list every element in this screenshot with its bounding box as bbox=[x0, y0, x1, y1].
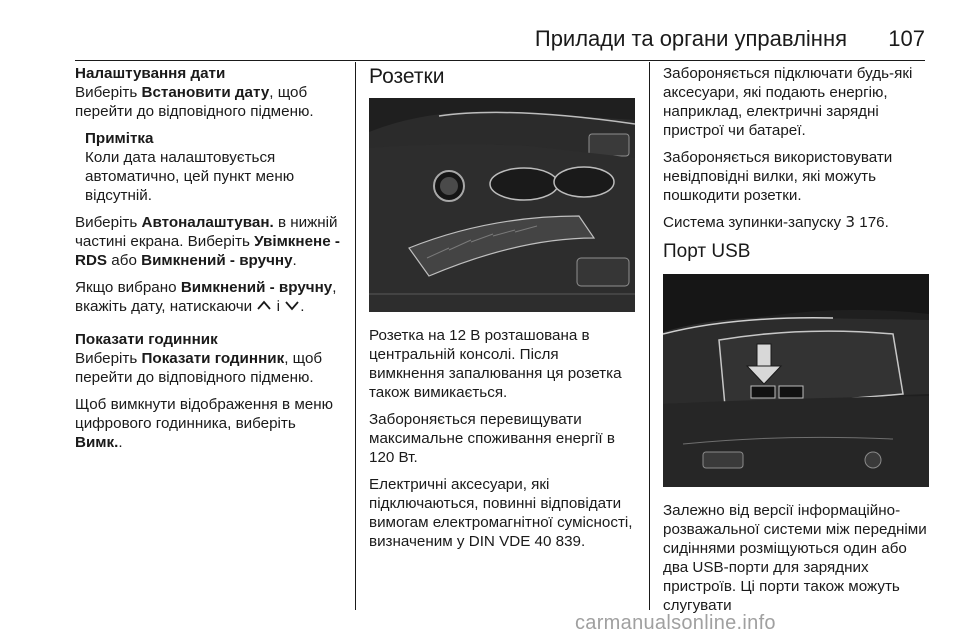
page-header bbox=[75, 26, 925, 58]
menu-term-on-rds: Увімкнене - RDS bbox=[75, 233, 340, 269]
chevron-down-icon bbox=[284, 300, 300, 311]
usb-port-section-title: Порт USB bbox=[663, 241, 751, 262]
note-box bbox=[85, 129, 343, 205]
menu-term-auto-setting: Автоналаштуван. bbox=[141, 214, 274, 231]
paragraph-socket-power: Забороняється перевищувати максимальне споживання енергії в 120 Вт. bbox=[369, 411, 615, 466]
page-reference-number: 176. bbox=[859, 214, 889, 231]
note-title: Примітка bbox=[85, 130, 154, 147]
paragraph-no-unsuitable-plugs: Забороняється використовувати невідповідні вилки, які можуть пошкодити розетки. bbox=[663, 149, 893, 204]
paragraph-auto-setting: Виберіть Автоналаштуван. в нижній частині екрана. Виберіть Увімкнене - RDS або Вимкнений - вручну. bbox=[75, 214, 340, 269]
header-divider bbox=[75, 60, 925, 61]
paragraph-socket-location: Розетка на 12 В розташована в центральній консолі. Після вимкнення запалювання ця розетка також вимикається. bbox=[369, 327, 622, 401]
sockets-section-title: Розетки bbox=[369, 65, 445, 88]
show-clock-heading: Показати годинник bbox=[75, 331, 218, 348]
paragraph-set-date: Виберіть Встановити дату, щоб перейти до відповідного підменю. bbox=[75, 84, 314, 120]
usb-console-drawing bbox=[663, 274, 929, 487]
menu-term-off-manual-2: Вимкнений - вручну bbox=[180, 279, 333, 296]
paragraph-usb-ports: Залежно від версії інформаційно-розважальної системи між передніми сидіннями розміщуються один або два USB-порти для зарядних пристроїв. Ці порти також можуть слугувати bbox=[663, 502, 927, 614]
paragraph-no-power-sources: Забороняється підключати будь-які аксесуари, які подають енергію, наприклад, електричні зарядні пристрої чи батареї. bbox=[663, 65, 913, 139]
power-socket-illustration bbox=[369, 98, 635, 312]
paragraph-stop-start-ref: Система зупинки-запуску 3 176. bbox=[663, 213, 889, 231]
menu-term-set-date: Встановити дату bbox=[141, 84, 270, 101]
paragraph-disable-clock: Щоб вимкнути відображення в меню цифрового годинника, виберіть Вимк.. bbox=[75, 396, 334, 451]
menu-term-show-clock: Показати годинник bbox=[141, 350, 285, 367]
column-divider-left bbox=[355, 62, 356, 610]
chevron-up-icon bbox=[256, 300, 272, 311]
console-socket-drawing bbox=[369, 98, 635, 312]
watermark: carmanualsonline.info bbox=[575, 612, 776, 634]
date-settings-heading: Налаштування дати bbox=[75, 65, 226, 82]
usb-port-illustration bbox=[663, 274, 929, 487]
paragraph-manual-date: Якщо вибрано Вимкнений - вручну, вкажіть дату, натискаючи і . bbox=[75, 279, 337, 315]
menu-term-off-manual: Вимкнений - вручну bbox=[141, 252, 293, 269]
paragraph-socket-emc: Електричні аксесуари, які підключаються, повинні відповідати вимогам електромагнітної сумісності, визначеним у DIN VDE 40 839. bbox=[369, 476, 633, 550]
page-reference-icon: 3 bbox=[845, 213, 856, 231]
menu-term-off: Вимк. bbox=[75, 434, 119, 451]
column-divider-right bbox=[649, 62, 650, 610]
column-left bbox=[75, 64, 343, 460]
paragraph-show-clock: Виберіть Показати годинник, щоб перейти до відповідного підменю. bbox=[75, 350, 323, 386]
page-number: 107 bbox=[888, 26, 925, 51]
column-middle bbox=[369, 64, 635, 559]
note-text: Коли дата налаштовується автоматично, цей пункт меню відсутній. bbox=[85, 149, 295, 204]
column-right bbox=[663, 64, 929, 623]
chapter-title: Прилади та органи управління bbox=[534, 26, 847, 51]
